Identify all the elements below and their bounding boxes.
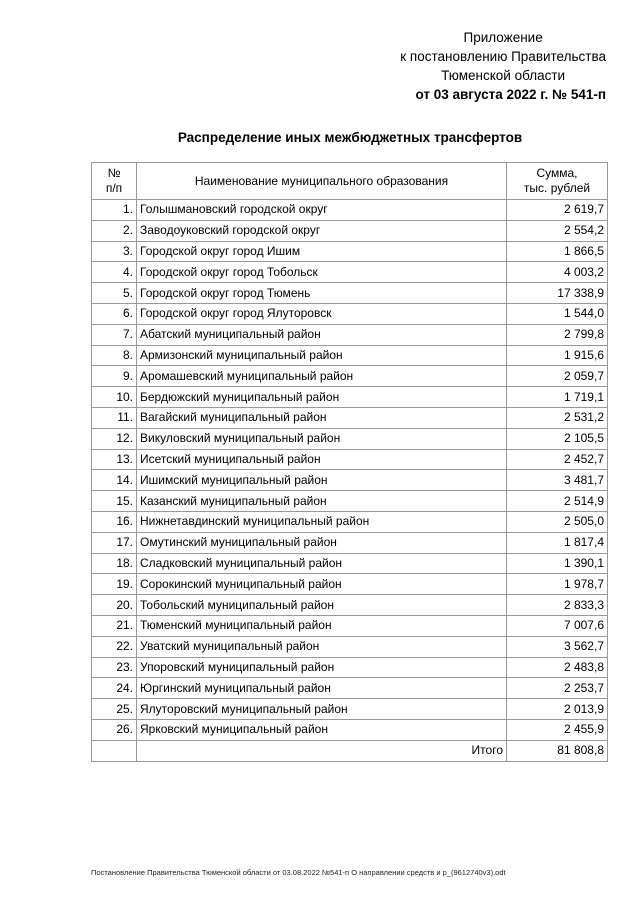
row-municipality-name: Исетский муниципальный район [137,449,507,470]
header-sum-line1: Сумма, [536,166,578,180]
table-row [92,220,608,241]
row-municipality-name: Заводоуковский городской округ [137,220,507,241]
header-number [92,163,137,200]
appendix-region: Тюменской области [441,68,566,83]
table-row [92,553,608,574]
row-municipality-name: Сорокинский муниципальный район [137,574,507,595]
row-number: 1. [92,200,137,221]
table-header-row [92,163,608,200]
row-municipality-name: Голышмановский городской округ [137,200,507,221]
row-municipality-name: Армизонский муниципальный район [137,345,507,366]
appendix-date-number: от 03 августа 2022 г. № 541-п [415,87,606,102]
row-number: 26. [92,719,137,740]
row-sum: 2 514,9 [507,491,608,512]
row-municipality-name: Уватский муниципальный район [137,636,507,657]
row-sum: 1 544,0 [507,303,608,324]
appendix-heading: Приложение [463,30,543,45]
row-municipality-name: Ялуторовский муниципальный район [137,699,507,720]
header-number-line1: № [107,166,121,180]
table-row [92,574,608,595]
table-row [92,636,608,657]
header-sum-line2: тыс. рублей [523,181,591,195]
row-number: 7. [92,324,137,345]
row-number: 24. [92,678,137,699]
row-municipality-name: Ишимский муниципальный район [137,470,507,491]
row-municipality-name: Городской округ город Ишим [137,241,507,262]
row-sum: 1 978,7 [507,574,608,595]
row-number: 21. [92,615,137,636]
table-row [92,303,608,324]
row-sum: 1 390,1 [507,553,608,574]
row-number: 3. [92,241,137,262]
row-municipality-name: Викуловский муниципальный район [137,428,507,449]
table-row [92,387,608,408]
row-sum: 3 481,7 [507,470,608,491]
total-row [92,740,608,761]
row-sum: 2 105,5 [507,428,608,449]
table-row [92,657,608,678]
row-number: 8. [92,345,137,366]
table-row [92,699,608,720]
row-municipality-name: Нижнетавдинский муниципальный район [137,511,507,532]
row-number: 13. [92,449,137,470]
row-municipality-name: Городской округ город Тюмень [137,283,507,304]
row-number: 25. [92,699,137,720]
table-row [92,366,608,387]
transfers-table [91,162,608,762]
row-sum: 2 531,2 [507,407,608,428]
row-sum: 17 338,9 [507,283,608,304]
row-number: 10. [92,387,137,408]
table-row [92,262,608,283]
total-label: Итого [137,740,507,761]
row-municipality-name: Тюменский муниципальный район [137,615,507,636]
table-row [92,719,608,740]
row-sum: 1 817,4 [507,532,608,553]
row-sum: 2 455,9 [507,719,608,740]
row-sum: 2 483,8 [507,657,608,678]
appendix-resolution: к постановлению Правительства [400,49,606,64]
total-value: 81 808,8 [507,740,608,761]
table-body [92,200,608,741]
document-title: Распределение иных межбюджетных трансфертов [177,130,523,145]
row-municipality-name: Ярковский муниципальный район [137,719,507,740]
table-row [92,407,608,428]
row-sum: 2 452,7 [507,449,608,470]
row-municipality-name: Городской округ город Тобольск [137,262,507,283]
row-number: 15. [92,491,137,512]
row-municipality-name: Тобольский муниципальный район [137,595,507,616]
table-row [92,345,608,366]
row-number: 5. [92,283,137,304]
table-row [92,532,608,553]
header-sum [507,163,608,200]
header-number-line2: п/п [105,181,123,195]
row-number: 23. [92,657,137,678]
row-number: 6. [92,303,137,324]
row-sum: 4 003,2 [507,262,608,283]
row-sum: 2 013,9 [507,699,608,720]
document-footer: Постановление Правительства Тюменской области от 03.08.2022 №541-п О направлении средств и р_(9612740v3).odt [91,868,506,877]
row-sum: 2 619,7 [507,200,608,221]
row-municipality-name: Казанский муниципальный район [137,491,507,512]
row-sum: 7 007,6 [507,615,608,636]
row-municipality-name: Омутинский муниципальный район [137,532,507,553]
table-row [92,283,608,304]
row-sum: 2 799,8 [507,324,608,345]
row-sum: 2 505,0 [507,511,608,532]
row-number: 11. [92,407,137,428]
row-municipality-name: Вагайский муниципальный район [137,407,507,428]
table-row [92,491,608,512]
table-row [92,449,608,470]
table-row [92,678,608,699]
table-row [92,200,608,221]
row-number: 4. [92,262,137,283]
table-row [92,615,608,636]
total-empty-cell [92,740,137,761]
row-number: 19. [92,574,137,595]
row-number: 16. [92,511,137,532]
row-sum: 1 719,1 [507,387,608,408]
row-sum: 1 866,5 [507,241,608,262]
row-sum: 1 915,6 [507,345,608,366]
row-municipality-name: Юргинский муниципальный район [137,678,507,699]
row-municipality-name: Абатский муниципальный район [137,324,507,345]
row-number: 9. [92,366,137,387]
row-municipality-name: Аромашевский муниципальный район [137,366,507,387]
row-number: 2. [92,220,137,241]
table-row [92,470,608,491]
row-number: 22. [92,636,137,657]
row-municipality-name: Бердюжский муниципальный район [137,387,507,408]
row-number: 12. [92,428,137,449]
row-sum: 2 253,7 [507,678,608,699]
row-sum: 2 059,7 [507,366,608,387]
row-number: 18. [92,553,137,574]
table-row [92,595,608,616]
row-municipality-name: Сладковский муниципальный район [137,553,507,574]
row-municipality-name: Упоровский муниципальный район [137,657,507,678]
appendix-block [400,28,606,104]
row-sum: 2 833,3 [507,595,608,616]
row-number: 14. [92,470,137,491]
row-sum: 2 554,2 [507,220,608,241]
row-municipality-name: Городской округ город Ялуторовск [137,303,507,324]
table-row [92,324,608,345]
header-name: Наименование муниципального образования [137,163,507,200]
table-row [92,241,608,262]
row-number: 20. [92,595,137,616]
table-row [92,511,608,532]
row-sum: 3 562,7 [507,636,608,657]
row-number: 17. [92,532,137,553]
table-row [92,428,608,449]
